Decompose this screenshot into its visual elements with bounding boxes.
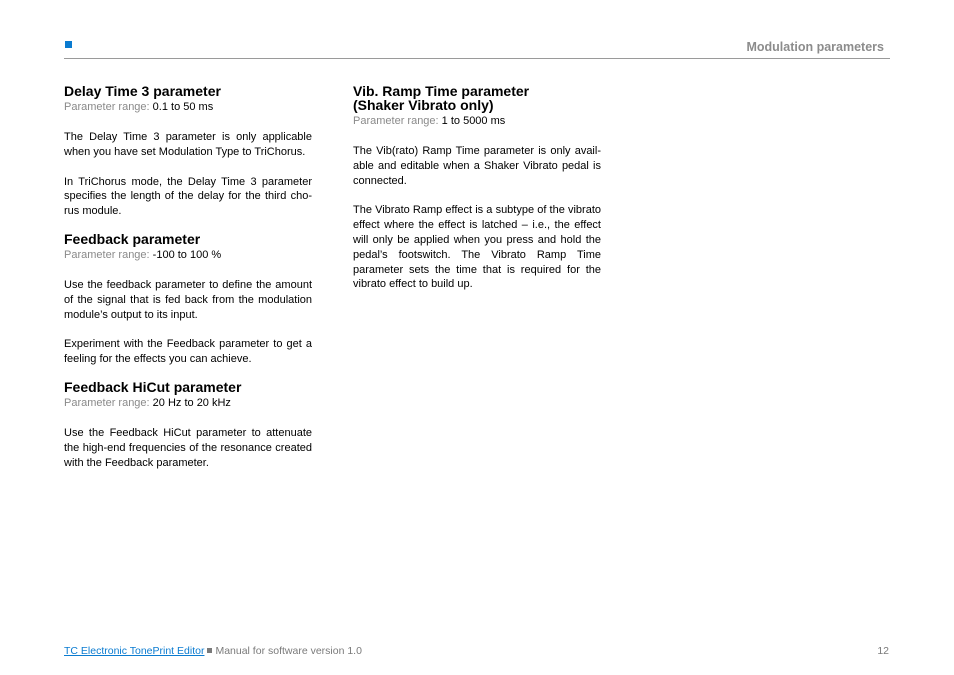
- body-paragraph: The Vib(rato) Ramp Time parameter is only available and editable when a Shaker Vibrato pedal is connected.: [353, 145, 601, 187]
- section-title: Feedback parameter: [64, 230, 201, 247]
- body-paragraph: Use the feedback parameter to define the amount of the signal that is fed back from the modulation module’s output to its input.: [64, 278, 312, 321]
- section-vib-ramp-time: [353, 83, 601, 292]
- section-title-line-1: Vib. Ramp Time parameter: [353, 83, 530, 99]
- product-link[interactable]: TC Electronic TonePrint Editor: [64, 645, 205, 657]
- section-delay-time-3: [64, 83, 312, 219]
- header-accent-square: [65, 41, 72, 48]
- parameter-range-value: -100 to 100 %: [152, 248, 222, 261]
- running-head: Modulation parameters: [746, 40, 884, 54]
- footer: [64, 645, 362, 657]
- body-paragraph: In TriChorus mode, the Delay Time 3 parameter specifies the length of the delay for the third chorus module.: [64, 175, 312, 218]
- parameter-range: [353, 114, 601, 129]
- parameter-range-label: Parameter range:: [64, 396, 150, 409]
- page-number: 12: [877, 645, 889, 657]
- body-paragraph: The Delay Time 3 parameter is only applicable when you have set Modulation Type to TriChorus.: [64, 131, 312, 158]
- parameter-range-label: Parameter range:: [353, 115, 439, 127]
- body-paragraph: Use the Feedback HiCut parameter to attenuate the high-end frequencies of the resonance created with the Feedback parameter.: [64, 426, 312, 469]
- left-column: [64, 83, 312, 470]
- section-feedback-hicut: [64, 379, 312, 470]
- parameter-range: [64, 396, 312, 411]
- section-title: [353, 83, 601, 112]
- body-paragraph: Experiment with the Feedback parameter to get a feeling for the effects you can achieve.: [64, 338, 312, 366]
- parameter-range-label: Parameter range:: [64, 248, 150, 261]
- section-feedback: [64, 231, 312, 367]
- section-title: Feedback HiCut parameter: [64, 378, 242, 395]
- footer-separator-square: [207, 648, 212, 653]
- parameter-range-value: 20 Hz to 20 kHz: [152, 396, 231, 409]
- section-title: Delay Time 3 parameter: [64, 83, 221, 99]
- manual-version-text: Manual for software version 1.0: [215, 645, 362, 657]
- right-column: [353, 83, 601, 292]
- parameter-range-label: Parameter range:: [64, 101, 150, 113]
- parameter-range-value: 1 to 5000 ms: [441, 115, 506, 127]
- parameter-range: [64, 100, 312, 115]
- section-title-line-2: (Shaker Vibrato only): [353, 97, 494, 113]
- parameter-range-value: 0.1 to 50 ms: [152, 101, 214, 113]
- body-paragraph: The Vibrato Ramp effect is a subtype of the vibrato effect where the effect is latched – i.e., the effect will only be applied when you press and hold the pedal’s footswitch. The Vibrato Ramp Time parameter sets the time that is required for the vibrato effect to build up.: [353, 204, 601, 291]
- parameter-range: [64, 248, 312, 263]
- header-divider: [64, 58, 890, 59]
